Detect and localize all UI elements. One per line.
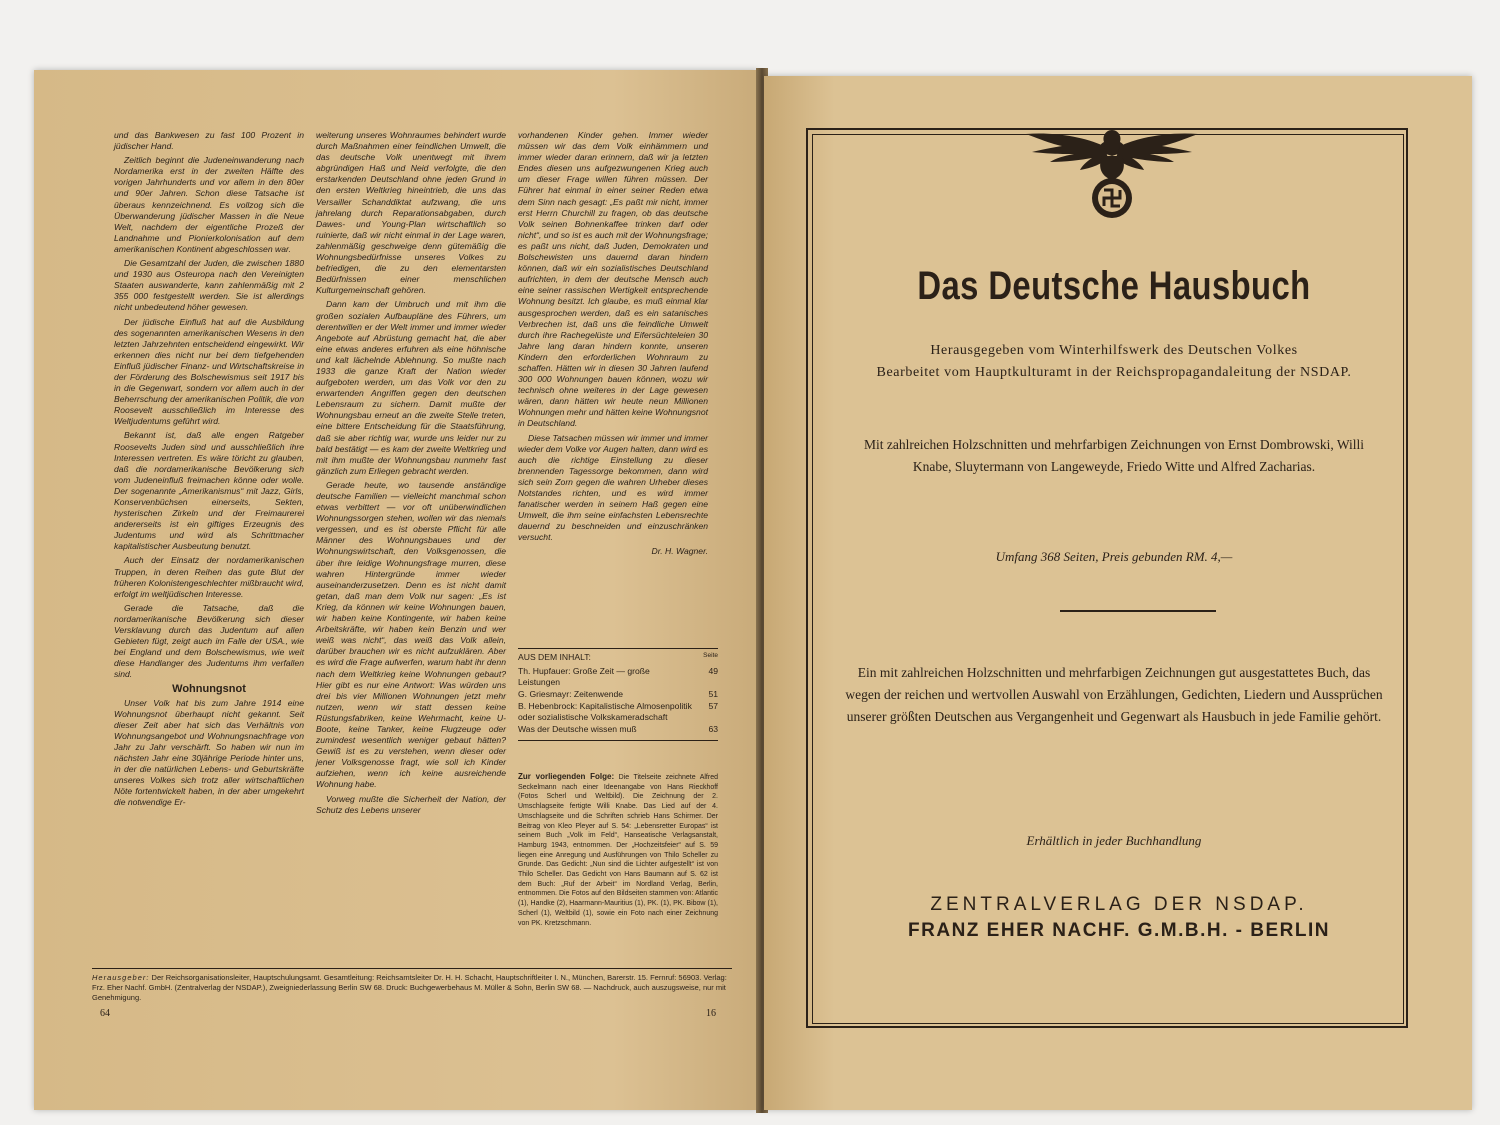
right-page xyxy=(764,76,1472,1110)
text-column-2 xyxy=(316,130,506,819)
imprint-text: Der Reichsorganisationsleiter, Hauptschulungsamt. Gesamtleitung: Reichsamtsleiter Dr. H. H. Schacht, Hauptschriftleiter I. N., München, Barerstr. 15. Fernruf: 56903. Verlag: Frz. Eher Nachf. GmbH. (Zentralverlag der NSDAP.), Zweigniederlassung Berlin SW 68. Druck: Buchgewerbehaus M. Müller & Sohn, Berlin SW 68. — Nachdruck, auch auszugsweise, nur mit Genehmigung. xyxy=(92,973,727,1002)
toc-item xyxy=(518,689,718,701)
divider xyxy=(518,740,718,741)
toc-header xyxy=(518,649,718,666)
divider xyxy=(1060,610,1216,612)
text-column-1 xyxy=(114,130,304,812)
paragraph: Unser Volk hat bis zum Jahre 1914 eine Wohnungsnot überhaupt nicht gekannt. Seit dieser Zeit aber hat sich das Verhältnis von Wohnungsangebot und Wohnungsnachfrage von Jahr zu Jahr verschärft. So haben wir nun im nächsten Jahr eine 30jährige Periode hinter uns, in der die natürlichen Lebens- und Geburtskräfte unseres Volkes sich trotz aller wirtschaftlichen Nöte fortentwickelt haben, in der aber umgekehrt die notwendige Er- xyxy=(114,697,304,808)
paragraph: Die Gesamtzahl der Juden, die zwischen 1880 und 1930 aus Osteuropa nach den Vereinigten Staaten auswanderte, kann zahlenmäßig mit 2 355 000 festgestellt werden. Sie ist allerdings nicht unbedeutend höher gewesen. xyxy=(114,258,304,313)
imprint-label: Herausgeber: xyxy=(92,973,150,982)
toc-page-label: Seite xyxy=(703,652,718,659)
paragraph: Auch der Einsatz der nordamerikanischen Truppen, in deren Reihen das gute Blut der früheren Kolonistengeschlechter mißbraucht wird, erfolgt im weltjüdischen Interesse. xyxy=(114,555,304,599)
price-text: Umfang 368 Seiten, Preis gebunden RM. 4,— xyxy=(995,549,1233,564)
section-heading: Wohnungsnot xyxy=(172,682,246,695)
toc-item-page: 51 xyxy=(708,689,718,699)
paragraph: Dann kam der Umbruch und mit ihm die großen sozialen Aufbaupläne des Führers, um derentwillen er der Welt immer und immer wieder Angebote auf Abrüstung gemacht hat, die aber eine etwas anderes erfuhren als eine höhnische und kalt lächelnde Ablehnung. So mußte nach 1933 die ganze Kraft der Nation wieder aufgeboten werden, um das Volk vor den zu erwartenden Angriffen gegen den deutschen Lebensraum zu sichern. Damit mußte der Wohnungsbau erneut an die zweite Stelle treten, eine bittere Entscheidung für die Staatsführung, daß sie aber richtig war, wurde uns leider nur zu bald bestätigt — es kam der zweite Weltkrieg und mit ihm mußte der Wohnungsbau nunmehr fast gänzlich zum Erliegen gebracht werden. xyxy=(316,299,506,476)
paragraph: Vorweg mußte die Sicherheit der Nation, der Schutz des Lebens unserer xyxy=(316,793,506,815)
toc-item-text: B. Hebenbrock: Kapitalistische Almosenpolitik oder sozialistische Volkskameradschaft xyxy=(518,701,692,722)
toc-item-page: 63 xyxy=(708,724,718,734)
toc-item xyxy=(518,724,718,736)
toc-item-text: Was der Deutsche wissen muß xyxy=(518,724,637,734)
issue-note xyxy=(518,772,718,928)
signature: Dr. H. Wagner. xyxy=(651,546,708,557)
paragraph: vorhandenen Kinder gehen. Immer wieder müssen wir das dem Volk einhämmern und immer wieder daran erinnern, daß wir ja letzten Endes diesen uns aufgezwungenen Krieg auch um dieser Frage willen führen müssen. Der Führer hat einmal in einer seiner Reden etwa dem Sinn nach gesagt: „Es paßt mir nicht, immer erst Herrn Churchill zu fragen, ob das deutsche Volk seinen Bohnenkaffee trinken darf oder nicht“, und so ist es auch mit der Wohnungsfrage; es paßt uns nicht, daß Juden, Demokraten und Bolschewisten uns dauernd daran hindern können, daß wir ein sozialistisches Deutschland aufrichten, in dem der deutsche Mensch auch eine seiner rassischen Wertigkeit entsprechende Wohnung besitzt. Ich glaube, es muß einmal klar ausgesprochen werden, daß es ein satanisches Verbrechen ist, daß uns die feindliche Umwelt durch ihre Rachegelüste und Eifersüchteleien 30 Jahre lang daran hindern konnte, unseren Kindern den erforderlichen Wohnraum zu schaffen. Hätten wir in diesen 30 Jahren laufend 300 000 Wohnungen bauen können, wozu wir technisch ohne weiteres in der Lage gewesen wären, dann hätten wir heute neun Millionen Wohnungen mehr und hätten keine Wohnungsnot in Deutschland. xyxy=(518,130,708,429)
publisher-name-2: FRANZ EHER NACHF. G.M.B.H. - BERLIN xyxy=(908,920,1330,941)
book-title: Das Deutsche Hausbuch xyxy=(917,264,1311,308)
paragraph: Gerade heute, wo tausende anständige deutsche Familien — vielleicht manchmal schon etwas verbittert — vor oft unüberwindlichen Wohnungssorgen stehen, wollen wir das niemals vergessen, und es ist oberste Pflicht für alle Männer des Wohnungsbaues und der Wohnungswirtschaft, den Volksgenossen, die über ihre leidige Wohnungsfrage murren, diese wahren Hintergründe immer wieder auseinanderzusetzen. Denn es ist nicht damit getan, daß man dem Volk nur sagen: „Es ist Krieg, da können wir keine Wohnungen bauen, wir haben keine Kontingente, wir haben keine Arbeitskräfte, wir haben kein Benzin und wer weiß was nicht“, das weiß das Volk allein, darüber brauchen wir es nicht aufzuklären. Aber es wird die Frage aufwerfen, warum habt ihr denn nach dem Weltkrieg keine Wohnungen gebaut? Hier gibt es nur eine Antwort: Was würden uns drei bis vier Millionen Wohnungen jetzt mehr nutzen, wenn wir statt dessen keine Rüstungsfabriken, keine Wehrmacht, keine U-Boote, keine Tanker, keine Flugzeuge oder zumindest wesentlich weniger gebaut hätten? Gewiß ist es zu verstehen, wenn dieser oder jener Volksgenosse fragt, wie soll ich Kinder aufziehen, wenn ich keine ausreichende Wohnung habe. xyxy=(316,479,506,790)
publisher-info xyxy=(844,340,1384,384)
toc-item xyxy=(518,701,718,724)
eagle-emblem-icon xyxy=(1022,122,1202,220)
availability-text: Erhältlich in jeder Buchhandlung xyxy=(1026,833,1202,848)
toc-item-page: 57 xyxy=(708,701,718,711)
illustrations-text: Mit zahlreichen Holzschnitten und mehrfarbigen Zeichnungen von Ernst Dombrowski, Willi Knabe, Sluytermann von Langeweyde, Friedo Witte und Alfred Zacharias. xyxy=(863,437,1365,474)
page-number-left: 64 xyxy=(100,1008,110,1019)
paragraph: Zeitlich beginnt die Judeneinwanderung nach Nordamerika erst in der zweiten Hälfte des vorigen Jahrhunderts und vor allem in den 80er und 90er Jahren. Schon diese Tatsache ist überaus kennzeichnend. Es vollzog sich die Überwanderung jüdischer Massen in die Neue Welt, nachdem der eigentliche Prozeß der Landnahme und Pionierkolonisation auf dem amerikanischen Kontinent abgeschlossen war. xyxy=(114,155,304,254)
toc-item-text: G. Griesmayr: Zeitenwende xyxy=(518,689,624,699)
paragraph: und das Bankwesen zu fast 100 Prozent in jüdischer Hand. xyxy=(114,130,304,152)
left-page xyxy=(34,70,758,1110)
toc-heading: AUS DEM INHALT: xyxy=(518,652,591,662)
paragraph: Der jüdische Einfluß hat auf die Ausbildung des sogenannten amerikanischen Wesens in den letzten Jahrzehnten entscheidend eingewirkt. Wir erkennen dies nicht nur bei dem tiefgehenden Einfluß jüdischer Finanz- und Wirtschaftskreise in der Förderung des Bolschewismus seit 1917 bis in die Gegenwart, sondern vor allem auch in der Beherrschung der amerikanischen Politik, die von Roosevelt ausschließlich im Interesse des Weltjudentums geführt wird. xyxy=(114,316,304,427)
note-heading: Zur vorliegenden Folge: xyxy=(518,772,615,781)
paragraph: Diese Tatsachen müssen wir immer und immer wieder dem Volke vor Augen halten, dann wird es auch die richtige Einstellung zu dieser brennenden Tagessorge bekommen, dann wird sich sein Zorn gegen die wahren Urheber dieses Notstandes richten, und es wird immer fanatischer werden in seinem Haß gegen eine Umwelt, die ihm seine einfachsten Lebensrechte dauernd zu beschneiden und einzuschränken versucht. xyxy=(518,432,708,543)
toc-item-page: 49 xyxy=(708,666,718,676)
publisher-line-1: Herausgegeben vom Winterhilfswerk des Deutschen Volkes xyxy=(930,343,1298,358)
publisher-name-1: ZENTRALVERLAG DER NSDAP. xyxy=(930,894,1308,915)
table-of-contents xyxy=(518,648,718,741)
note-text: Die Titelseite zeichnete Alfred Seckelmann nach einer Ideenangabe von Hans Rieckhoff (Fotos Scherl und Weltbild). Die Zeichnung der 2. Umschlagseite fertigte Willi Knabe. Das Lied auf der 4. Umschlagseite und die Schriften schrieb Hans Schirmer. Der Beitrag von Kleo Pleyer auf S. 54: „Lebensretter Europas“ ist seinem Buch „Volk im Feld“, Hanseatische Verlagsanstalt, Hamburg 1943, entnommen. Der „Hochzeitsfeier“ auf S. 59 liegen eine Anregung und Ausführungen von Thilo Scheller zu Grunde. Das Gedicht: „Nun sind die Lichter aufgestellt“ ist von Thilo Scheller. Das Gedicht von Hans Baumann auf S. 62 ist dem Buch: „Ruf der Arbeit“ im Nordland Verlag, Berlin, entnommen. Die Fotos auf den Bildseiten stammen von: Atlantic (1), Handke (2), Haarmann-Mauritius (1), PK. (1), PK. Bibow (1), Scherl (1), Weltbild (1), sowie ein Foto nach einer Zeichnung von PK. Kretzschmann. xyxy=(518,774,718,927)
toc-item-text: Th. Hupfauer: Große Zeit — große Leistungen xyxy=(518,666,650,687)
book-description: Ein mit zahlreichen Holzschnitten und mehrfarbigen Zeichnungen gut ausgestattetes Buch, das wegen der reichen und wertvollen Auswahl von Erzählungen, Gedichten, Liedern und Aussprüchen unserer größten Deutschen aus Vergangenheit und Gegenwart als Hausbuch in jede Familie gehört. xyxy=(845,665,1383,724)
imprint-footer xyxy=(92,968,732,1003)
paragraph: Gerade die Tatsache, daß die nordamerikanische Bevölkerung sich dieser Versklavung durch das Judentum auf allen Gebieten fügt, zeigt auch im Falle der USA., wie bei England und dem Bolschewismus, wie weit diese Handlanger des Judentums ihm verfallen sind. xyxy=(114,602,304,680)
paragraph: weiterung unseres Wohnraumes behindert wurde durch Maßnahmen einer feindlichen Umwelt, die das deutsche Volk unentwegt mit ihrem abgründigen Haß und Neid verfolgte, die den erstarkenden Deutschland ohne jeden Grund in den ersten Weltkrieg hineintrieb, die uns das Versailler Schanddiktat aufzwang, die uns jahrelang durch Reparationsabgaben, durch Dawes- und Young-Plan wirtschaftlich so ruinierte, daß wir nicht einmal in der Lage waren, zahlenmäßig geschweige denn gütemäßig die Wohnungsbedürfnisse unseres Volkes zu befriedigen, die zu den elementarsten Bedürfnissen einer menschlichen Kulturgemeinschaft gehören. xyxy=(316,130,506,296)
page-number-right: 16 xyxy=(706,1008,716,1019)
toc-item xyxy=(518,666,718,689)
paragraph: Bekannt ist, daß alle engen Ratgeber Roosevelts Juden sind und ausschließlich ihre Interessen vertreten. Es wäre töricht zu glauben, daß die nordamerikanische Bevölkerung sich vom Judeneinfluß freimachen könne oder wolle. Der sogenannte „Amerikanismus“ mit Jazz, Girls, Konservenbüchsen einerseits, Sekten, hysterischen Zirkeln und der Freimaurerei andererseits ist ein giftiges Erzeugnis des Judentums und wird als Schrittmacher kapitalistischer Ausbeutung benutzt. xyxy=(114,430,304,552)
text-column-3 xyxy=(518,130,708,561)
publisher-line-2: Bearbeitet vom Hauptkulturamt in der Reichspropagandaleitung der NSDAP. xyxy=(876,365,1352,380)
